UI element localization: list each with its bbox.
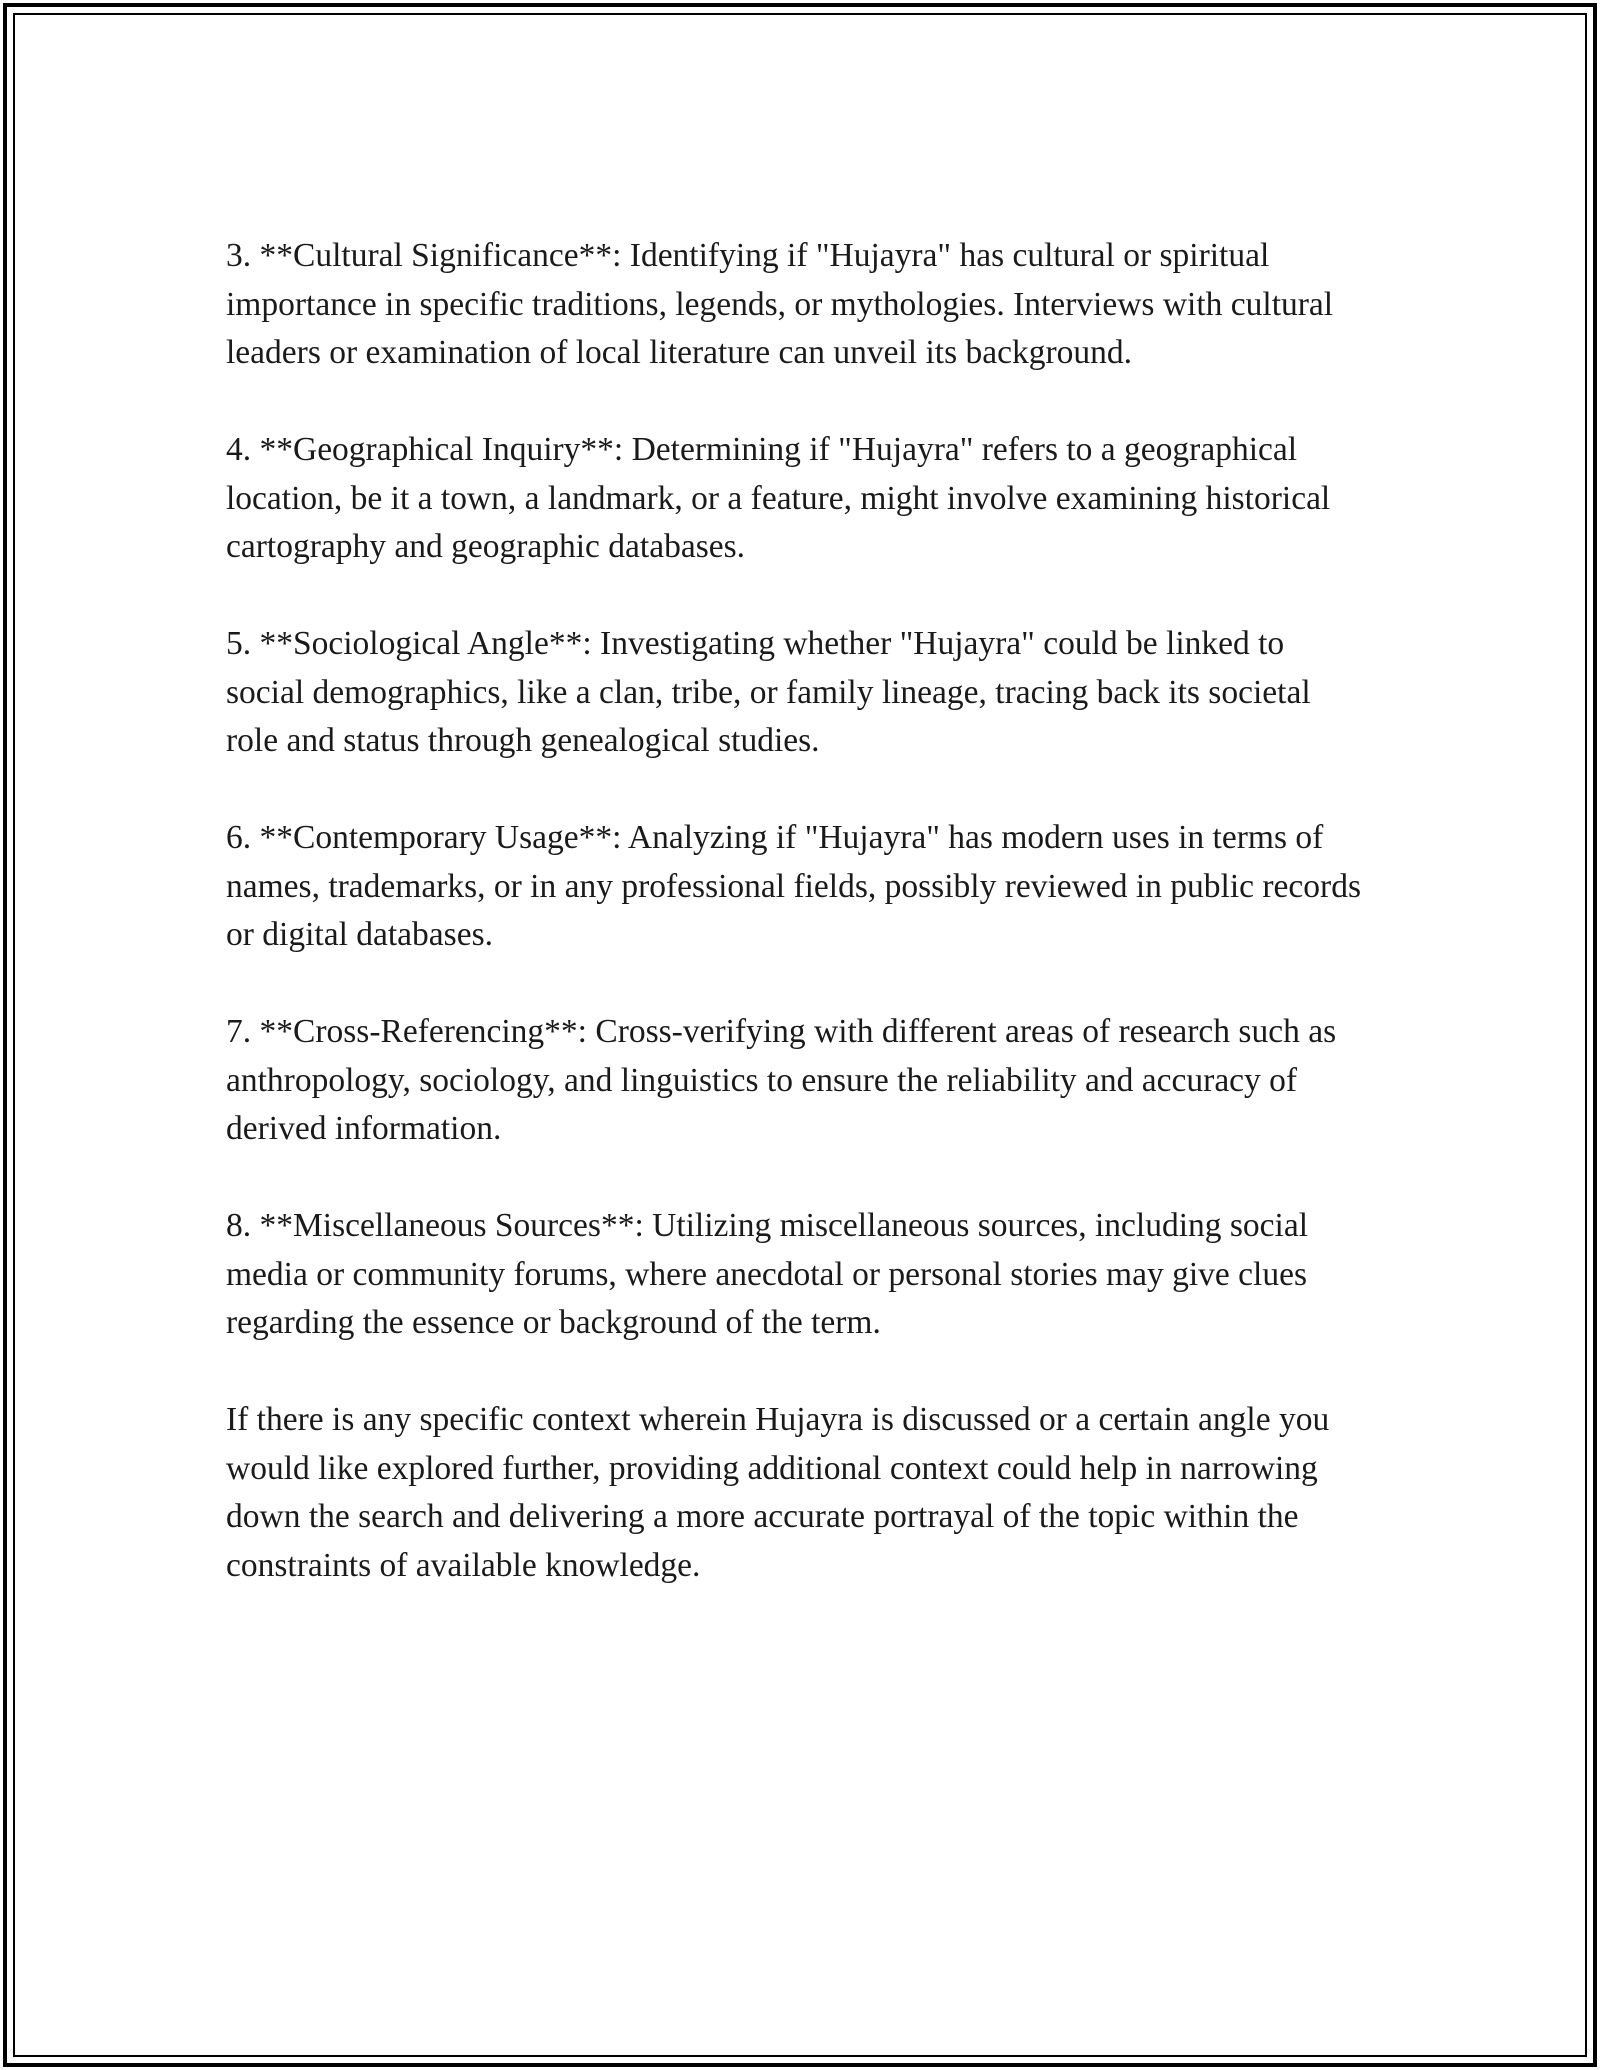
paragraph-cultural-significance: 3. **Cultural Significance**: Identifying if "Hujayra" has cultural or spiritual importance in specific traditions, legends, or mythologies. Interviews with cultural leaders or examination of local literature can unveil its background. xyxy=(226,237,1334,371)
document-body xyxy=(226,232,1366,1639)
paragraph-miscellaneous-sources: 8. **Miscellaneous Sources**: Utilizing miscellaneous sources, including social media or community forums, where anecdotal or personal stories may give clues regarding the essence or background of the term. xyxy=(226,1207,1309,1341)
paragraph-geographical-inquiry: 4. **Geographical Inquiry**: Determining if "Hujayra" refers to a geographical location, be it a town, a landmark, or a feature, might involve examining historical cartography and geographic databases. xyxy=(226,431,1331,565)
paragraph-contemporary-usage: 6. **Contemporary Usage**: Analyzing if "Hujayra" has modern uses in terms of names, trademarks, or in any professional fields, possibly reviewed in public records or digital databases. xyxy=(226,819,1361,953)
paragraph-sociological-angle: 5. **Sociological Angle**: Investigating whether "Hujayra" could be linked to social demographics, like a clan, tribe, or family lineage, tracing back its societal role and status through genealogical studies. xyxy=(226,625,1311,759)
paragraph-cross-referencing: 7. **Cross-Referencing**: Cross-verifying with different areas of research such as anthropology, sociology, and linguistics to ensure the reliability and accuracy of derived information. xyxy=(226,1013,1337,1147)
paragraph-closing: If there is any specific context wherein Hujayra is discussed or a certain angle you would like explored further, providing additional context could help in narrowing down the search and delivering a more accurate portrayal of the topic within the constraints of available knowledge. xyxy=(226,1401,1330,1584)
